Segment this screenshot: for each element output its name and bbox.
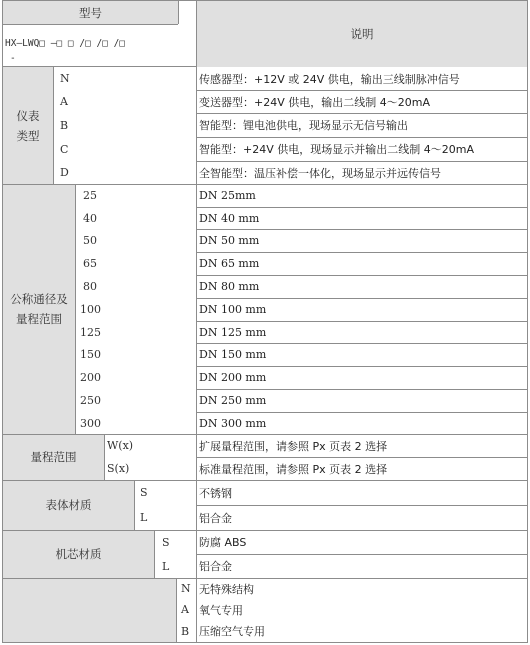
grid-line bbox=[197, 113, 528, 114]
table-border-bottom bbox=[2, 642, 528, 643]
model-code-dash: - bbox=[10, 53, 16, 64]
code-cell: A bbox=[60, 95, 68, 108]
grid-line bbox=[197, 578, 528, 579]
grid-line bbox=[2, 530, 197, 531]
code-cell: W(x) bbox=[107, 439, 134, 452]
code-cell: S bbox=[162, 535, 170, 549]
code-cell: 150 bbox=[80, 348, 101, 361]
code-cell: B bbox=[60, 118, 69, 132]
grid-line bbox=[197, 90, 528, 91]
description-cell: 标准量程范围，请参照 Px 页表 2 选择 bbox=[199, 462, 388, 476]
grid-line bbox=[197, 412, 528, 413]
description-cell: DN 50 mm bbox=[199, 234, 260, 247]
code-cell: N bbox=[60, 72, 70, 85]
code-cell: A bbox=[181, 603, 189, 616]
description-header: 说明 bbox=[350, 27, 374, 41]
grid-line bbox=[2, 184, 197, 185]
description-cell: DN 200 mm bbox=[199, 371, 267, 384]
grid-line bbox=[53, 66, 54, 184]
code-cell: 40 bbox=[83, 211, 97, 225]
group-label-nominal-size: 公称通径及 量程范围 bbox=[10, 292, 68, 326]
description-cell: DN 250 mm bbox=[199, 394, 267, 407]
description-cell: 变送器型：+24V 供电，输出二线制 4～20mA bbox=[199, 95, 430, 109]
description-cell: 不锈钢 bbox=[199, 486, 232, 500]
description-cell: DN 25mm bbox=[199, 189, 256, 202]
description-cell: 智能型：锂电池供电，现场显示无信号输出 bbox=[199, 119, 408, 132]
code-cell: 200 bbox=[80, 371, 101, 384]
code-cell: B bbox=[181, 624, 190, 638]
grid-line bbox=[197, 366, 528, 367]
description-cell: 全智能型：温压补偿一体化，现场显示并远传信号 bbox=[199, 166, 441, 180]
description-cell: DN 80 mm bbox=[199, 280, 260, 293]
code-cell: 50 bbox=[83, 234, 97, 247]
grid-line bbox=[2, 578, 197, 579]
group-label-core-material: 机芯材质 bbox=[55, 547, 102, 561]
code-cell: 100 bbox=[80, 303, 101, 316]
description-cell: 铝合金 bbox=[199, 511, 232, 525]
group-label-body-material: 表体材质 bbox=[45, 498, 92, 512]
code-cell: 80 bbox=[83, 280, 97, 293]
grid-line bbox=[197, 161, 528, 162]
grid-line bbox=[197, 505, 528, 506]
code-cell: C bbox=[60, 142, 69, 156]
table-border-top bbox=[2, 0, 528, 1]
model-label: 型号 bbox=[79, 5, 102, 20]
description-cell: 无特殊结构 bbox=[199, 582, 254, 596]
code-cell: L bbox=[140, 511, 148, 524]
grid-line bbox=[75, 184, 76, 434]
code-cell: N bbox=[181, 582, 191, 595]
grid-line bbox=[197, 252, 528, 253]
grid-line bbox=[197, 343, 528, 344]
grid-line bbox=[197, 298, 528, 299]
grid-line bbox=[134, 480, 135, 530]
grid-line bbox=[2, 24, 178, 25]
grid-line bbox=[197, 530, 528, 531]
code-cell: 250 bbox=[80, 394, 101, 407]
grid-line bbox=[197, 137, 528, 138]
description-cell: 传感器型：+12V 或 24V 供电，输出三线制脉冲信号 bbox=[199, 72, 460, 86]
code-cell: L bbox=[162, 559, 170, 573]
description-cell: DN 100 mm bbox=[199, 303, 267, 316]
table-border-left bbox=[2, 0, 3, 643]
description-cell: 氧气专用 bbox=[199, 603, 243, 617]
grid-line bbox=[197, 389, 528, 390]
grid-line bbox=[178, 0, 179, 24]
grid-line bbox=[197, 207, 528, 208]
description-cell: DN 300 mm bbox=[199, 416, 267, 430]
grid-line bbox=[197, 184, 528, 185]
description-cell: 压缩空气专用 bbox=[199, 625, 265, 638]
grid-line bbox=[176, 578, 177, 643]
grid-line bbox=[197, 434, 528, 435]
bottom-left-bg bbox=[3, 578, 176, 642]
model-code: HX—LWQ□ —□ □ /□ /□ /□ bbox=[5, 38, 126, 49]
grid-line bbox=[2, 480, 197, 481]
description-cell: DN 40 mm bbox=[199, 211, 260, 225]
code-cell: 125 bbox=[80, 325, 101, 339]
grid-line bbox=[104, 434, 105, 480]
grid-line bbox=[197, 321, 528, 322]
grid-line bbox=[197, 229, 528, 230]
code-cell: 300 bbox=[80, 416, 101, 430]
grid-line bbox=[197, 554, 528, 555]
description-cell: 铝合金 bbox=[199, 560, 232, 573]
grid-line bbox=[197, 457, 528, 458]
grid-line bbox=[154, 530, 155, 578]
grid-line bbox=[2, 434, 197, 435]
code-cell: 65 bbox=[83, 257, 97, 270]
description-cell: 防腐 ABS bbox=[199, 536, 247, 549]
code-cell: 25 bbox=[83, 189, 97, 202]
description-cell: 智能型：+24V 供电，现场显示并输出二线制 4～20mA bbox=[199, 143, 474, 156]
description-cell: DN 150 mm bbox=[199, 348, 267, 361]
grid-line bbox=[2, 66, 197, 67]
code-cell: S(x) bbox=[107, 462, 130, 475]
description-cell: DN 125 mm bbox=[199, 325, 267, 339]
grid-line bbox=[197, 275, 528, 276]
group-label-instrument-type: 仪表 类型 bbox=[16, 108, 40, 143]
description-cell: 扩展量程范围，请参照 Px 页表 2 选择 bbox=[199, 439, 388, 453]
code-cell: D bbox=[60, 166, 69, 179]
description-cell: DN 65 mm bbox=[199, 257, 260, 270]
code-cell: S bbox=[140, 486, 148, 499]
group-label-range: 量程范围 bbox=[30, 450, 77, 464]
grid-line bbox=[197, 480, 528, 481]
